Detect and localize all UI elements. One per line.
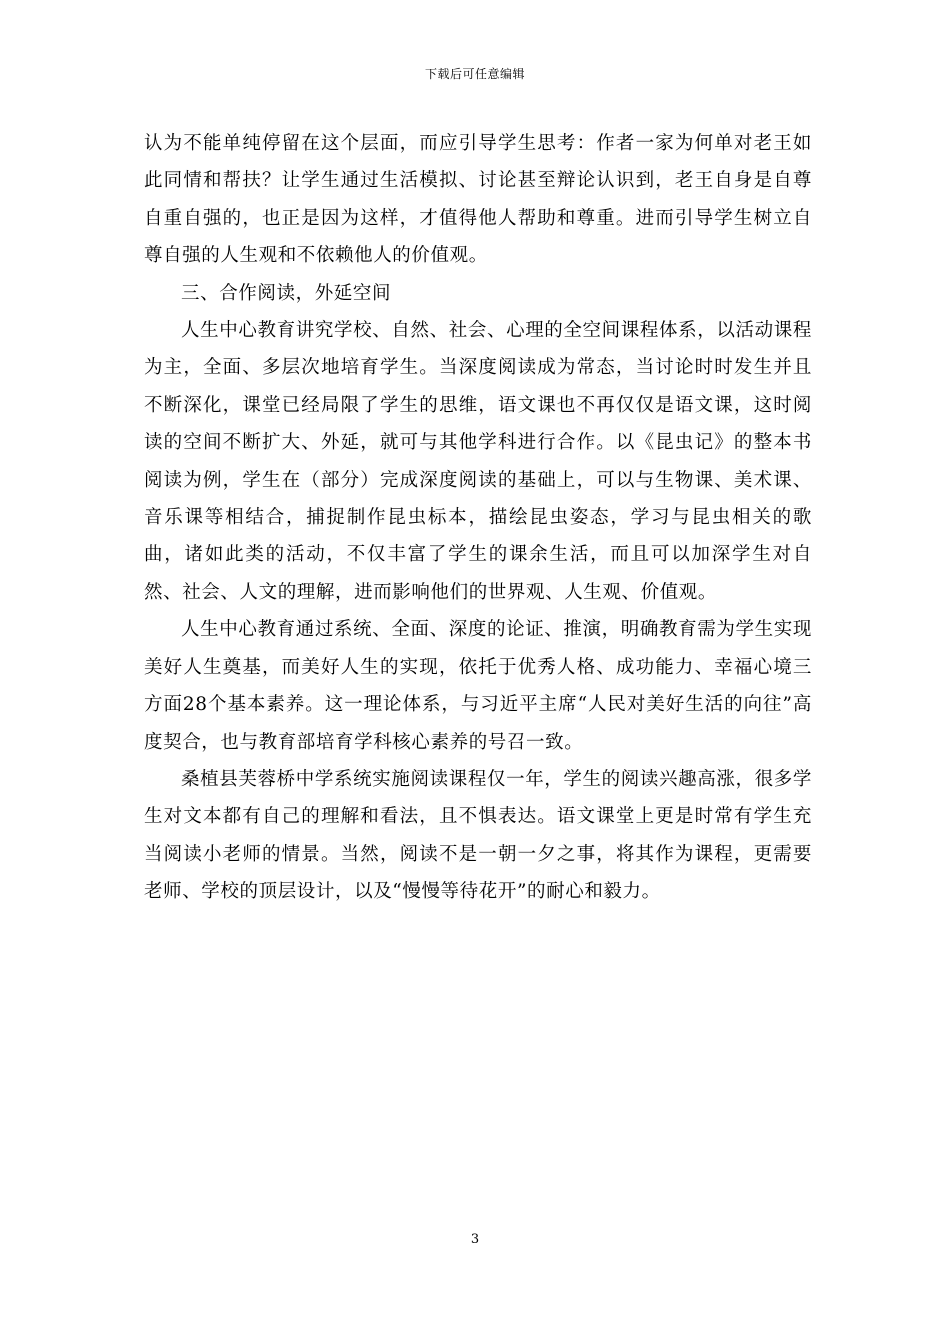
paragraph-cooperative-reading: 人生中心教育讲究学校、自然、社会、心理的全空间课程体系，以活动课程为主，全面、多层次地培育学生。当深度阅读成为常态，当讨论时时发生并且不断深化，课堂已经局限了学生的思维，语文课也不再仅仅是语文课，这时阅读的空间不断扩大、外延，就可与其他学科进行合作。以《昆虫记》的整本书阅读为例，学生在（部分）完成深度阅读的基础上，可以与生物课、美术课、音乐课等相结合，捕捉制作昆虫标本，描绘昆虫姿态，学习与昆虫相关的歌曲，诸如此类的活动，不仅丰富了学生的课余生活，而且可以加深学生对自然、社会、人文的理解，进而影响他们的世界观、人生观、价值观。 <box>144 320 812 603</box>
page-number: 3 <box>470 1232 480 1247</box>
paragraph-school-practice: 桑植县芙蓉桥中学系统实施阅读课程仅一年，学生的阅读兴趣高涨，很多学生对文本都有自己的理解和看法，且不惧表达。语文课堂上更是时常有学生充当阅读小老师的情景。当然，阅读不是一朝一夕之事，将其作为课程，更需要老师、学校的顶层设计，以及“慢慢等待花开”的耐心和毅力。 <box>144 768 812 903</box>
page-header: 下载后可任意编辑 <box>424 67 525 81</box>
document-body <box>144 125 812 911</box>
section-heading: 三、合作阅读，外延空间 <box>181 282 392 304</box>
paragraph-continuation: 认为不能单纯停留在这个层面，而应引导学生思考：作者一家为何单对老王如此同情和帮扶？让学生通过生活模拟、讨论甚至辩论认识到，老王自身是自尊自重自强的，也正是因为这样，才值得他人帮助和尊重。进而引导学生树立自尊自强的人生观和不依赖他人的价值观。 <box>144 133 812 267</box>
paragraph-theory-system: 人生中心教育通过系统、全面、深度的论证、推演，明确教育需为学生实现美好人生奠基，而美好人生的实现，依托于优秀人格、成功能力、幸福心境三方面28个基本素养。这一理论体系，与习近平主席“人民对美好生活的向往”高度契合，也与教育部培育学科核心素养的号召一致。 <box>144 619 812 753</box>
